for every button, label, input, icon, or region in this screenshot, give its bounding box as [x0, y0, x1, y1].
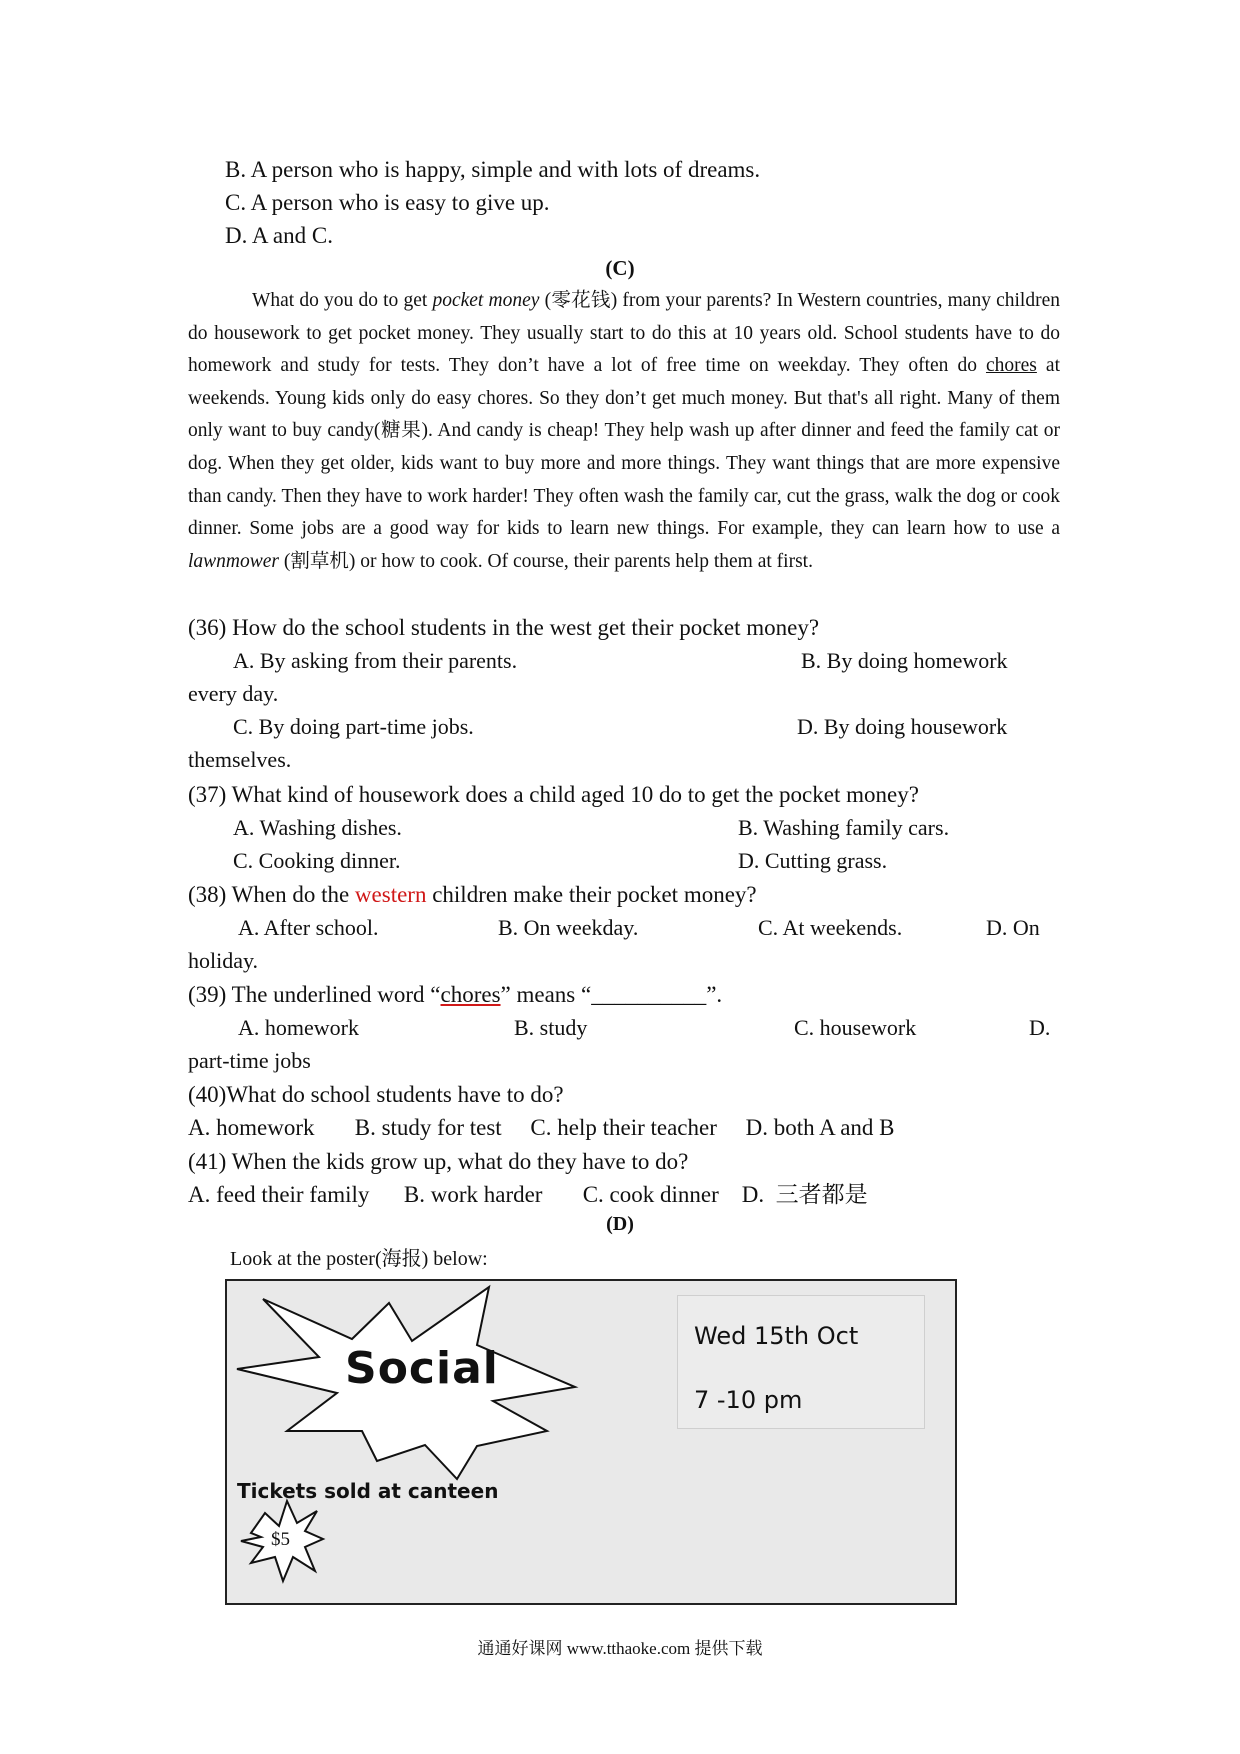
- q41-options: A. feed their family B. work harder C. cook dinner D. 三者都是: [188, 1182, 868, 1207]
- q37-option-c: C. Cooking dinner.: [233, 848, 401, 873]
- q38-option-a: A. After school.: [238, 915, 379, 940]
- q39-stem-text: ” means “__________”.: [500, 982, 723, 1007]
- passage-text: What do you do to get: [252, 290, 433, 311]
- q38-option-d: D. On: [986, 915, 1040, 940]
- q37-option-a: A. Washing dishes.: [233, 815, 402, 840]
- q37-option-d: D. Cutting grass.: [738, 848, 888, 873]
- q39-option-b: B. study: [514, 1015, 588, 1040]
- passage-italic-term: pocket money: [432, 290, 540, 311]
- option-b-previous: B. A person who is happy, simple and with lots of dreams.: [225, 157, 761, 182]
- q36-option-c: C. By doing part-time jobs.: [233, 714, 474, 739]
- q37-option-b: B. Washing family cars.: [738, 815, 950, 840]
- poster-title: Social: [345, 1343, 499, 1394]
- q36-option-b-cont: every day.: [188, 681, 279, 706]
- q38-option-c: C. At weekends.: [758, 915, 903, 940]
- q38-stem: [188, 881, 757, 909]
- q40-options: A. homework B. study for test C. help their teacher D. both A and B: [188, 1115, 895, 1140]
- q36-option-d-cont: themselves.: [188, 747, 292, 772]
- q39-option-d-cont: part-time jobs: [188, 1048, 311, 1073]
- q40-stem: (40)What do school students have to do?: [188, 1082, 564, 1107]
- option-c-previous: C. A person who is easy to give up.: [225, 190, 550, 215]
- section-d-intro: Look at the poster(海报) below:: [230, 1248, 488, 1270]
- passage-text: (割草机) or how to cook. Of course, their parents help them at first.: [279, 550, 813, 572]
- q39-stem-text: (39) The underlined word “: [188, 982, 441, 1007]
- option-d-previous: D. A and C.: [225, 223, 333, 248]
- q37-stem: (37) What kind of housework does a child aged 10 do to get the pocket money?: [188, 782, 919, 807]
- q39-option-a: A. homework: [238, 1015, 359, 1040]
- section-c-heading: (C): [605, 256, 635, 280]
- poster-time: 7 -10 pm: [694, 1386, 803, 1414]
- passage-text: (零花钱) from your parents? In Western countries, many children do housework to get pocket money. They usually start to do this at 10 years old. School students have to do homework and study for tests. They don’t have a lot of free time on weekday. They often do: [188, 290, 1060, 377]
- q38-highlight-word: western: [354, 882, 427, 907]
- q38-stem-text: (38) When do the: [188, 882, 355, 907]
- section-c-passage: [188, 285, 1060, 578]
- page-footer: 通通好课网 www.tthaoke.com 提供下载: [477, 1639, 763, 1658]
- section-d-heading: (D): [606, 1213, 634, 1235]
- q39-option-d: D.: [1029, 1015, 1051, 1040]
- q36-option-a: A. By asking from their parents.: [233, 648, 518, 673]
- q41-stem: (41) When the kids grow up, what do they have to do?: [188, 1149, 689, 1174]
- poster-date: Wed 15th Oct: [694, 1322, 859, 1350]
- underlined-word-chores: chores: [985, 355, 1037, 377]
- poster-price: $5: [271, 1529, 290, 1550]
- q38-option-d-cont: holiday.: [188, 948, 259, 973]
- q38-option-b: B. On weekday.: [498, 915, 639, 940]
- passage-italic-term: lawnmower: [188, 550, 280, 572]
- q36-option-b: B. By doing homework: [801, 648, 1008, 673]
- q36-stem: (36) How do the school students in the west get their pocket money?: [188, 615, 820, 640]
- q38-stem-text: children make their pocket money?: [426, 882, 757, 907]
- poster-date-box: [677, 1295, 925, 1429]
- q36-option-d: D. By doing housework: [797, 714, 1008, 739]
- passage-text: at weekends. Young kids only do easy chores. So they don’t get much money. But that's all right. Many of them only want to buy candy(糖果). And candy is cheap! They help wash up after dinner and feed the family cat or dog. When they get older, kids want to buy more and more things. They want things that are more expensive than candy. Then they have to work harder! They often wash the family car, cut the grass, walk the dog or cook dinner. Some jobs are a good way for kids to learn new things. For example, they can learn how to use a: [188, 355, 1060, 540]
- poster-tickets: Tickets sold at canteen: [237, 1479, 499, 1503]
- q39-underlined-word: chores: [440, 982, 501, 1007]
- q39-stem: [188, 981, 722, 1009]
- q39-option-c: C. housework: [794, 1015, 917, 1040]
- social-poster: [225, 1279, 957, 1605]
